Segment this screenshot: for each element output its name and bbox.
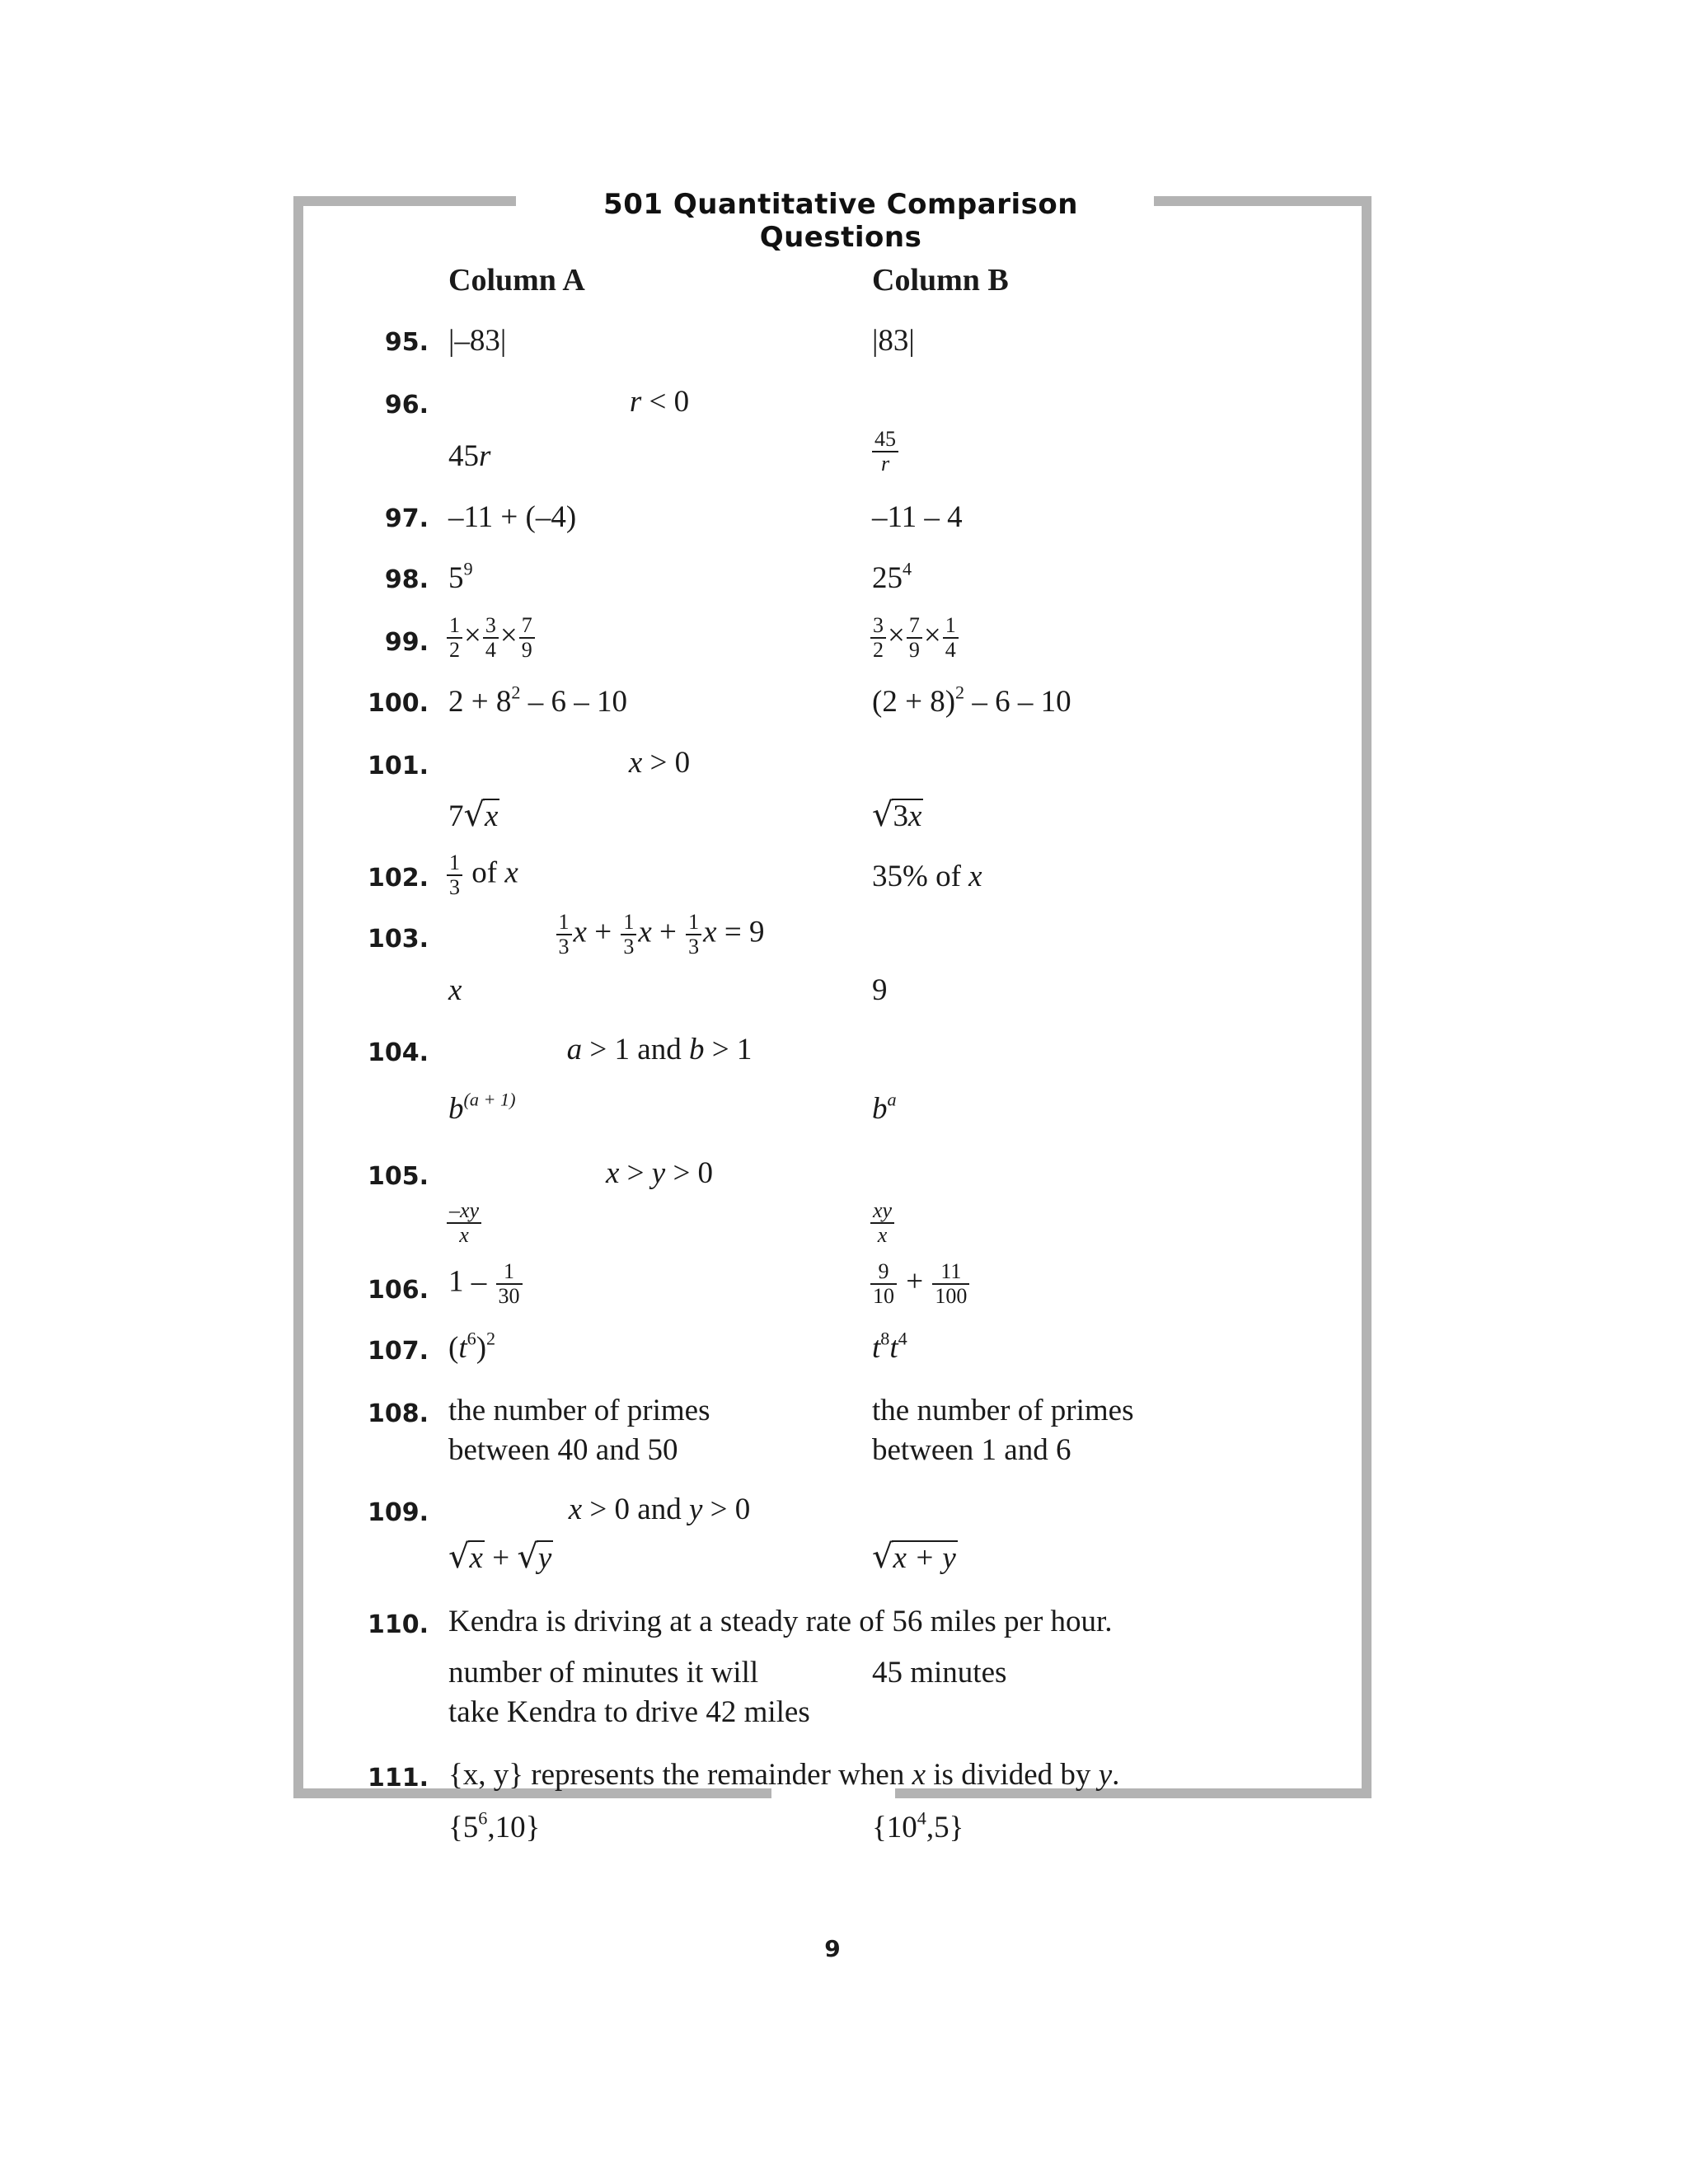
question-102-column-a: $\frac{1}{3}$ of x [445,852,518,898]
question-101-column-a: 7√x [448,796,499,834]
question-96-condition: r < 0 [629,385,690,419]
radical-sign: √ [872,796,893,834]
question-number: 103. [367,925,429,954]
question-111-column-b: $\{10^4,5\}$ [872,1807,964,1844]
question-number: 110. [367,1610,429,1639]
question-97-column-b: –11 – 4 [872,500,963,534]
question-104-column-a: $b^{(a + 1)}$ [448,1089,516,1126]
radical-sign: √ [448,1538,470,1576]
frame-right-bar [1362,196,1372,1798]
question-110-column-b: 45 minutes [872,1656,1007,1690]
page-number: 9 [824,1935,841,1962]
question-103-column-b: 9 [872,973,888,1007]
question-number: 95. [384,328,429,357]
question-number: 99. [384,628,429,657]
question-95-column-a: |–83| [448,324,507,358]
question-number: 100. [367,689,429,718]
question-101-condition: x > 0 [628,746,691,780]
question-103-condition: $\frac{1}{3}$ x + $\frac{1}{3}$ x + $\frac{1}{3}$ x = 9 [470,912,849,958]
question-number: 98. [384,565,429,594]
question-110-statement: Kendra is driving at a steady rate of 56 miles per hour. [448,1605,1113,1638]
question-number: 102. [367,864,429,893]
question-107-column-b: $t^8t^4$ [872,1328,907,1365]
question-110-column-a-line1: number of minutes it will [448,1656,759,1690]
question-101-column-b: √3x [872,796,922,834]
question-number: 107. [367,1337,429,1366]
question-109-condition: x > 0 and y > 0 [568,1493,751,1526]
column-a-heading: Column A [448,263,585,298]
question-104-condition: a > 1 and b > 1 [566,1033,753,1066]
radical-sign: √ [872,1538,893,1576]
question-number: 101. [367,752,429,780]
question-105-column-a: $\frac{-xy}{x}$ [445,1200,483,1246]
question-111-column-a: $\{5^6,10\}$ [448,1807,541,1844]
question-109-column-a: √x + √y [448,1538,552,1576]
question-99-column-a: $\frac{1}{2}$ × $\frac{3}{4}$ × $\frac{7}{9}$ [445,615,537,661]
question-110-column-a-line2: take Kendra to drive 42 miles [448,1695,810,1729]
question-104-column-b: $b^a$ [872,1089,897,1126]
question-number: 111. [367,1764,429,1793]
question-number: 105. [367,1162,429,1191]
question-102-column-b: 35% of x [872,860,982,893]
question-99-column-b: $\frac{3}{2}$ × $\frac{7}{9}$ × $\frac{1}{4}$ [869,615,960,661]
question-106-column-a: 1 – $\frac{1}{30}$ [448,1261,524,1307]
question-97-column-a: –11 + (–4) [448,500,577,534]
question-108-column-a-line2: between 40 and 50 [448,1433,678,1467]
question-98-column-a: $5^9$ [448,558,473,595]
question-109-column-b: √x + y [872,1538,956,1576]
radical-sign: √ [463,796,485,834]
frame-left-bar [293,196,303,1798]
question-103-column-a: x [448,973,462,1007]
frame-top-left-bar [293,196,516,206]
question-98-column-b: $25^4$ [872,558,912,595]
question-number: 96. [384,391,429,419]
question-107-column-a: $(t^6)^2$ [448,1328,496,1365]
question-96-column-b: $\frac{45}{r}$ [870,429,900,475]
question-number: 109. [367,1498,429,1527]
question-100-column-a: $2 + 8^2 - 6 - 10$ [448,682,627,719]
question-111-statement: {x, y} represents the remainder when x is divided by y. [448,1758,1120,1792]
question-number: 106. [367,1276,429,1305]
question-number: 104. [367,1038,429,1067]
radical-sign: √ [517,1538,538,1576]
frame-top-right-bar [1154,196,1372,206]
question-106-column-b: $\frac{9}{10}$ + $\frac{11}{100}$ [869,1261,971,1307]
question-108-column-a-line1: the number of primes [448,1394,710,1427]
question-105-condition: x > y > 0 [605,1156,714,1190]
question-108-column-b-line1: the number of primes [872,1394,1134,1427]
question-105-column-b: $\frac{xy}{x}$ [869,1200,896,1246]
column-b-heading: Column B [872,263,1009,298]
page-header-title: 501 Quantitative Comparison Questions [603,188,1078,254]
question-number: 97. [384,504,429,533]
question-100-column-b: $(2 + 8)^2 - 6 - 10$ [872,682,1071,719]
question-number: 108. [367,1399,429,1428]
question-95-column-b: |83| [872,324,915,358]
question-108-column-b-line2: between 1 and 6 [872,1433,1071,1467]
question-96-column-a: 45r [448,439,491,473]
